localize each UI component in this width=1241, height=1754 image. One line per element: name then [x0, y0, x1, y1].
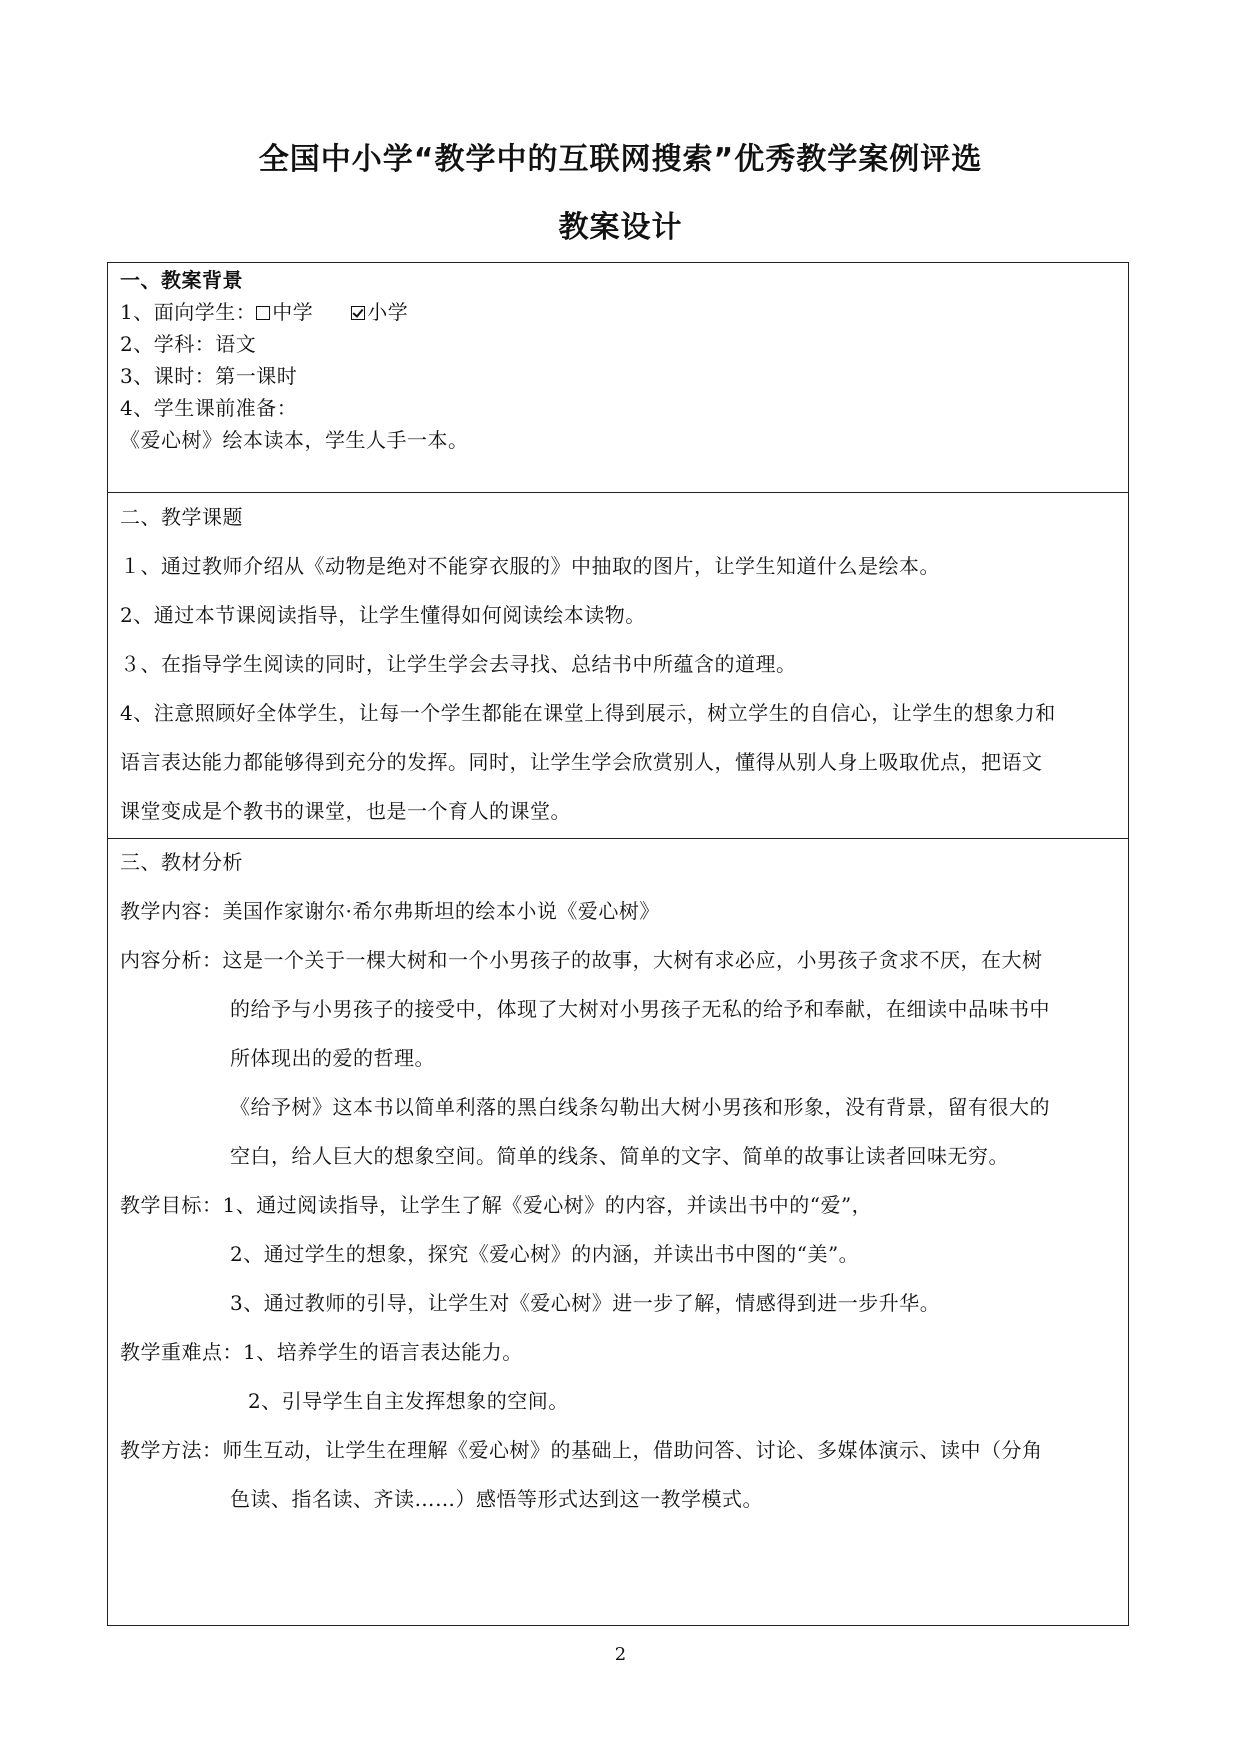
topic-item: 课堂变成是个教书的课堂，也是一个育人的课堂。: [120, 799, 571, 823]
teaching-content: 教学内容：美国作家谢尔·希尔弗斯坦的绘本小说《爱心树》: [120, 899, 660, 923]
topic-item: 4、注意照顾好全体学生，让每一个学生都能在课堂上得到展示，树立学生的自信心，让学生的想象力和: [120, 701, 1056, 725]
analysis-line: 所体现出的爱的哲理。: [230, 1046, 435, 1070]
lesson-plan-table: [107, 262, 1129, 1626]
goal-line: 2、通过学生的想象，探究《爱心树》的内涵，并读出书中图的“美”。: [230, 1242, 860, 1266]
topic-item: 语言表达能力都能够得到充分的发挥。同时，让学生学会欣赏别人，懂得从别人身上吸取优点，把语文: [120, 750, 1043, 774]
checkbox-middle-school[interactable]: [256, 306, 270, 320]
key-point-line: 2、引导学生自主发挥想象的空间。: [248, 1389, 569, 1413]
document-title: 全国中小学“教学中的互联网搜索”优秀教学案例评选: [258, 142, 983, 177]
topic-item: 2、通过本节课阅读指导，让学生懂得如何阅读绘本读物。: [120, 603, 646, 627]
method-line: 色读、指名读、齐读……）感悟等形式达到这一教学模式。: [230, 1487, 763, 1511]
analysis-line: 《给予树》这本书以简单利落的黑白线条勾勒出大树小男孩和形象，没有背景，留有很大的: [230, 1095, 1050, 1119]
page-number: 2: [614, 1644, 627, 1665]
subject-line: 2、学科：语文: [120, 332, 257, 356]
analysis-line: 内容分析：这是一个关于一棵大树和一个小男孩子的故事，大树有求必应，小男孩子贪求不厌，在大树: [120, 948, 1043, 972]
lesson-time-line: 3、课时：第一课时: [120, 364, 298, 388]
topic-item: ３、在指导学生阅读的同时，让学生学会去寻找、总结书中所蕴含的道理。: [120, 652, 797, 676]
goal-line: 教学目标：1、通过阅读指导，让学生了解《爱心树》的内容，并读出书中的“爱”，: [120, 1193, 873, 1217]
preparation-label: 4、学生课前准备：: [120, 396, 298, 420]
audience-label: 1、面向学生：: [120, 300, 257, 324]
checkbox-primary-school[interactable]: [351, 306, 365, 320]
goal-line: 3、通过教师的引导，让学生对《爱心树》进一步了解，情感得到进一步升华。: [230, 1291, 941, 1315]
section-heading: 三、教材分析: [120, 850, 243, 874]
section-heading: 一、教案背景: [120, 268, 243, 292]
document-subtitle: 教案设计: [558, 210, 683, 245]
key-point-line: 教学重难点：1、培养学生的语言表达能力。: [120, 1340, 523, 1364]
option-label: 中学: [272, 300, 314, 324]
option-label: 小学: [367, 300, 409, 324]
preparation-text: 《爱心树》绘本读本，学生人手一本。: [120, 428, 469, 452]
audience-row: [120, 298, 408, 326]
analysis-line: 的给予与小男孩子的接受中，体现了大树对小男孩子无私的给予和奉献，在细读中品味书中: [230, 997, 1050, 1021]
analysis-line: 空白，给人巨大的想象空间。简单的线条、简单的文字、简单的故事让读者回味无穷。: [230, 1144, 1009, 1168]
section-heading: 二、教学课题: [120, 505, 243, 529]
section-divider: [108, 838, 1128, 839]
section-divider: [108, 492, 1128, 493]
topic-item: １、通过教师介绍从《动物是绝对不能穿衣服的》中抽取的图片，让学生知道什么是绘本。: [120, 554, 940, 578]
method-line: 教学方法：师生互动，让学生在理解《爱心树》的基础上，借助问答、讨论、多媒体演示、读中（分角: [120, 1438, 1043, 1462]
